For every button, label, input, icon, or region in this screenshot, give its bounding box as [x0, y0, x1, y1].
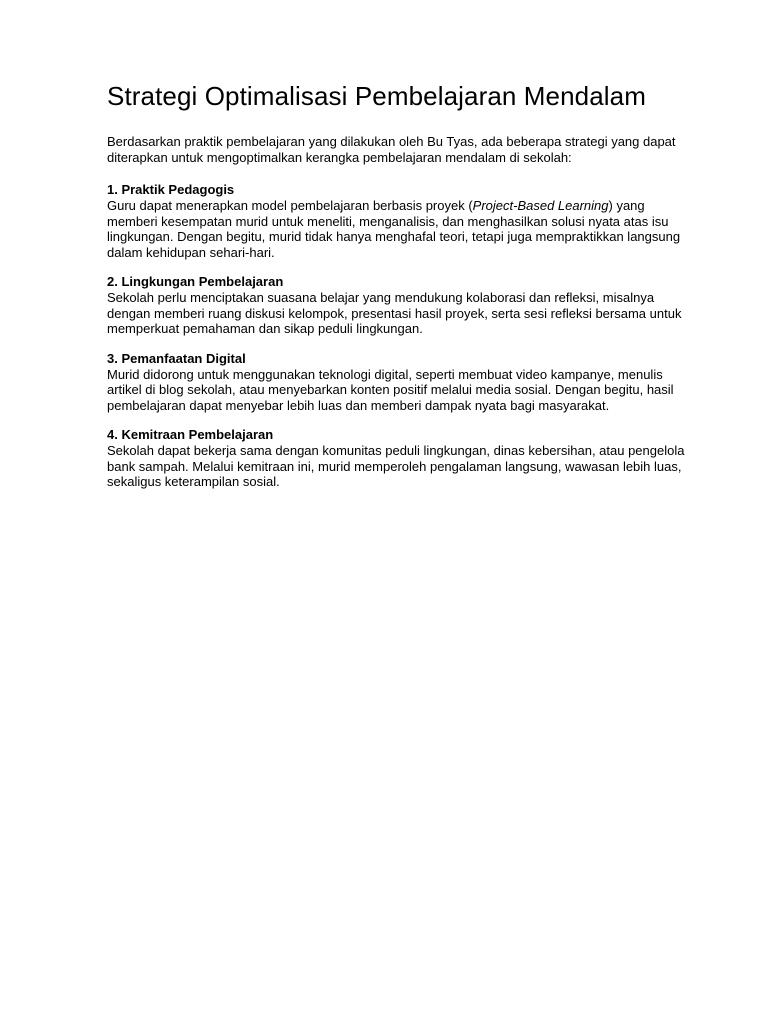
section-body-text: ) yang memberi kesempatan murid untuk meneliti, menganalisis, dan menghasilkan solusi nyata atas isu lingkungan. Dengan begitu, murid tidak hanya menghafal teori, tetapi juga mempraktikkan langsung dalam kehidupan sehari-hari.: [107, 198, 681, 260]
section-heading: 4. Kemitraan Pembelajaran: [107, 427, 274, 442]
intro-paragraph: Berdasarkan praktik pembelajaran yang dilakukan oleh Bu Tyas, ada beberapa strategi yang dapat diterapkan untuk mengoptimalkan kerangka pembelajaran mendalam di sekolah:: [107, 134, 676, 165]
section-pemanfaatan-digital: [107, 351, 687, 414]
section-body: Sekolah dapat bekerja sama dengan komunitas peduli lingkungan, dinas kebersihan, atau pengelola bank sampah. Melalui kemitraan ini, murid memperoleh pengalaman langsung, wawasan lebih luas, sekaligus keterampilan sosial.: [107, 443, 685, 489]
section-heading: 2. Lingkungan Pembelajaran: [107, 274, 284, 289]
section-kemitraan-pembelajaran: [107, 427, 687, 490]
section-body: Sekolah perlu menciptakan suasana belajar yang mendukung kolaborasi dan refleksi, misalnya dengan memberi ruang diskusi kelompok, presentasi hasil proyek, serta sesi refleksi bersama untuk memperkuat pemahaman dan sikap peduli lingkungan.: [107, 290, 682, 336]
section-heading: 1. Praktik Pedagogis: [107, 182, 235, 197]
section-body-text: Guru dapat menerapkan model pembelajaran berbasis proyek (: [107, 198, 473, 213]
section-lingkungan-pembelajaran: [107, 274, 687, 337]
section-praktik-pedagogis: [107, 182, 687, 260]
section-heading: 3. Pemanfaatan Digital: [107, 350, 246, 366]
document-content: [107, 80, 687, 504]
section-body: [107, 198, 687, 260]
section-body: Murid didorong untuk menggunakan teknologi digital, seperti membuat video kampanye, menulis artikel di blog sekolah, atau menyebarkan konten positif melalui media sosial. Dengan begitu, hasil pembelajaran dapat menyebar lebih luas dan memberi dampak nyata bagi masyarakat.: [107, 366, 674, 413]
section-body-italic-term: Project-Based Learning: [472, 198, 609, 213]
document-title: Strategi Optimalisasi Pembelajaran Mendalam: [107, 81, 646, 111]
